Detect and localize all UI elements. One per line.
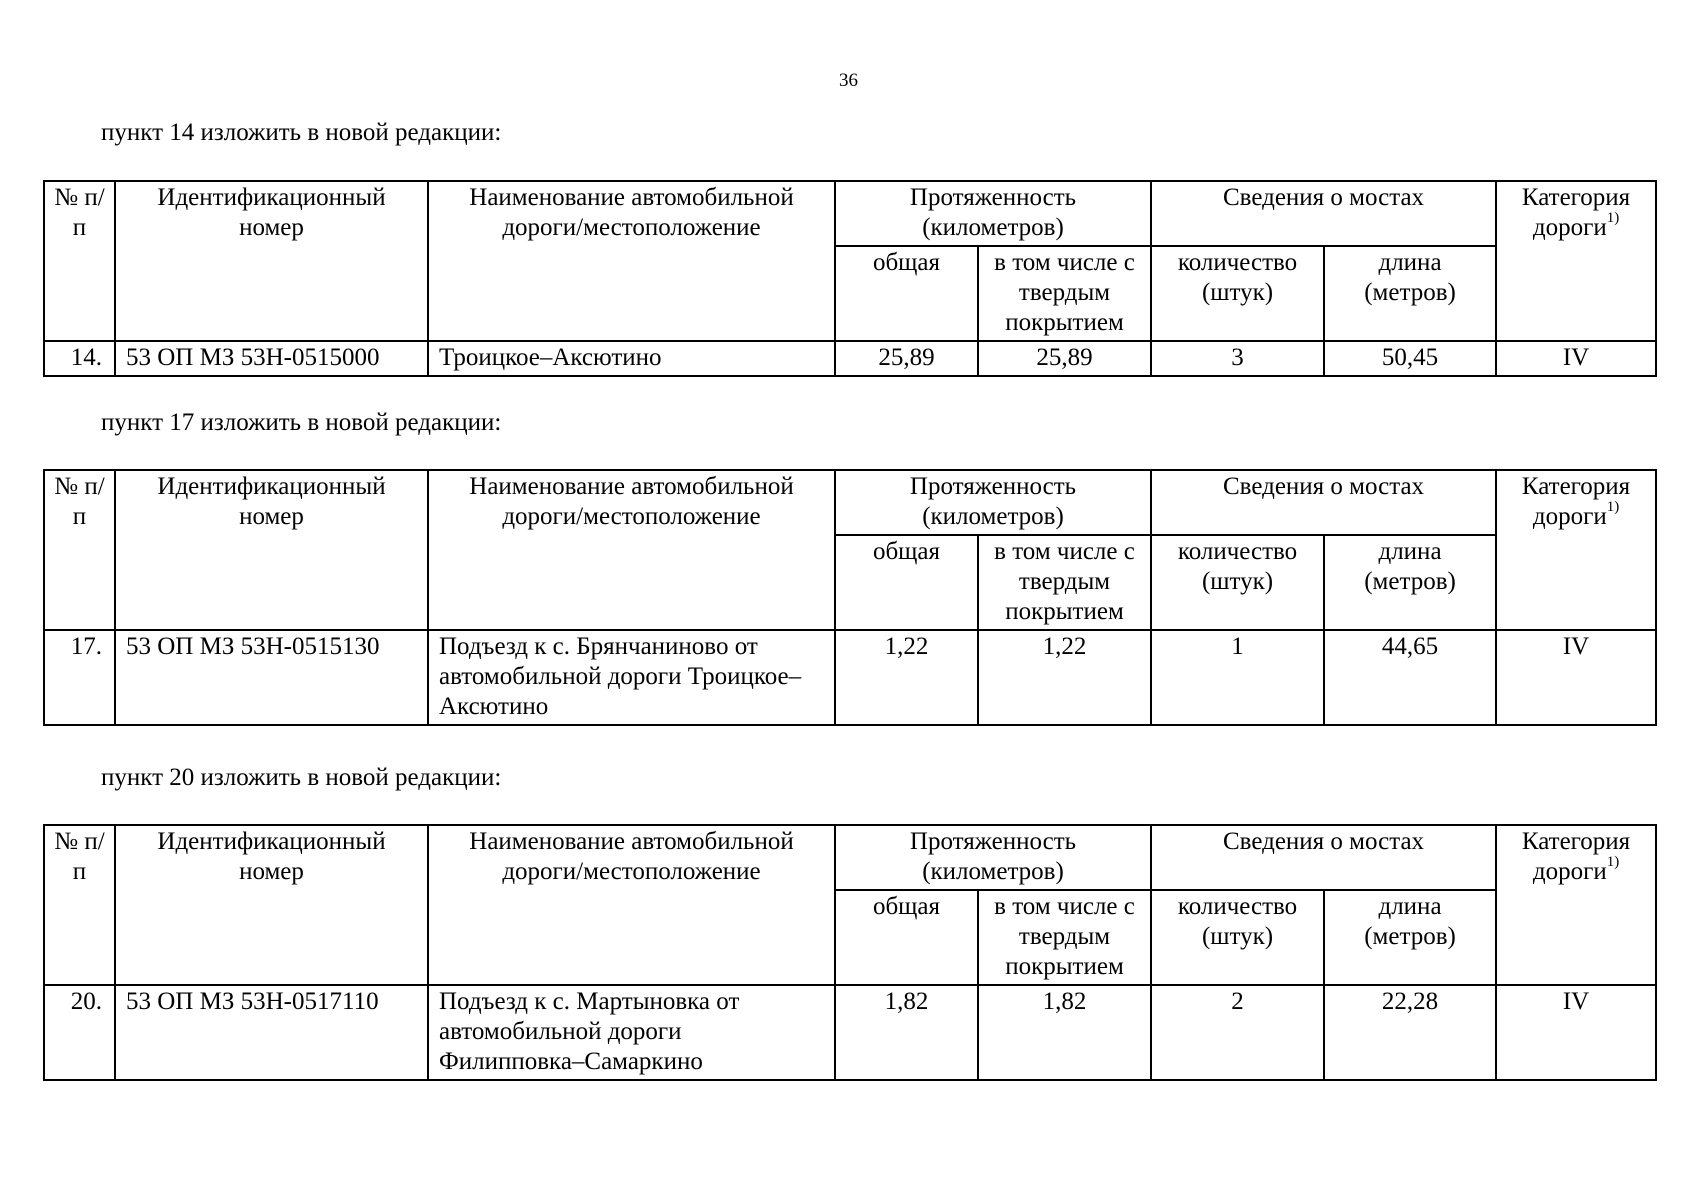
header-name: Наименование автомобильной дороги/местоположение [428,470,835,630]
cell-bridges-length: 50,45 [1324,341,1496,376]
cell-bridges-length: 44,65 [1324,630,1496,725]
header-category: Категория дороги$^{1)}$ [1496,825,1656,985]
header-category: Категория дороги$^{1)}$ [1496,181,1656,341]
cell-category: IV [1496,341,1656,376]
header-bridges-length: длина (метров) [1324,890,1496,985]
header-length-total: общая [835,246,978,341]
cell-length-hard: 1,82 [978,985,1151,1080]
header-length-hard: в том числе с твердым покрытием [978,535,1151,630]
cell-length-hard: 1,22 [978,630,1151,725]
cell-num: 17. [44,630,115,725]
header-length-group: Протяженность (километров) [835,825,1151,890]
cell-category: IV [1496,630,1656,725]
header-category: Категория дороги$^{1)}$ [1496,470,1656,630]
cell-bridges-length: 22,28 [1324,985,1496,1080]
header-num: № п/п [44,825,115,985]
header-length-group: Протяженность (километров) [835,470,1151,535]
cell-length-total: 25,89 [835,341,978,376]
section-intro-17: пункт 17 изложить в новой редакции: [101,409,502,436]
header-bridges-length: длина (метров) [1324,535,1496,630]
header-num: № п/п [44,181,115,341]
header-length-total: общая [835,535,978,630]
header-length-total: общая [835,890,978,985]
page-number: 36 [839,70,858,91]
cell-id: 53 ОП МЗ 53Н-0517110 [115,985,428,1080]
cell-num: 14. [44,341,115,376]
header-length-hard: в том числе с твердым покрытием [978,246,1151,341]
header-bridges-group: Сведения о мостах [1151,181,1496,246]
header-bridges-count: количество (штук) [1151,535,1324,630]
header-id: Идентификационный номер [115,181,428,341]
header-length-hard: в том числе с твердым покрытием [978,890,1151,985]
section-intro-14: пункт 14 изложить в новой редакции: [101,119,502,146]
cell-name: Подъезд к с. Мартыновка от автомобильной дороги Филипповка–Самаркино [428,985,835,1080]
table-row [44,630,1656,725]
header-num: № п/п [44,470,115,630]
cell-category: IV [1496,985,1656,1080]
header-name: Наименование автомобильной дороги/местоположение [428,181,835,341]
header-bridges-length: длина (метров) [1324,246,1496,341]
cell-length-total: 1,22 [835,630,978,725]
cell-name: Подъезд к с. Брянчаниново от автомобильной дороги Троицкое–Аксютино [428,630,835,725]
road-table-17 [43,469,1657,726]
header-name: Наименование автомобильной дороги/местоположение [428,825,835,985]
cell-bridges-count: 1 [1151,630,1324,725]
table-row [44,985,1656,1080]
header-bridges-group: Сведения о мостах [1151,825,1496,890]
cell-bridges-count: 3 [1151,341,1324,376]
cell-id: 53 ОП МЗ 53Н-0515130 [115,630,428,725]
cell-id: 53 ОП МЗ 53Н-0515000 [115,341,428,376]
header-id: Идентификационный номер [115,470,428,630]
header-bridges-count: количество (штук) [1151,890,1324,985]
cell-num: 20. [44,985,115,1080]
header-bridges-group: Сведения о мостах [1151,470,1496,535]
cell-length-hard: 25,89 [978,341,1151,376]
header-bridges-count: количество (штук) [1151,246,1324,341]
section-intro-20: пункт 20 изложить в новой редакции: [101,764,502,791]
cell-bridges-count: 2 [1151,985,1324,1080]
road-table-20 [43,824,1657,1081]
table-row [44,341,1656,376]
cell-length-total: 1,82 [835,985,978,1080]
header-length-group: Протяженность (километров) [835,181,1151,246]
road-table-14 [43,180,1657,377]
header-id: Идентификационный номер [115,825,428,985]
cell-name: Троицкое–Аксютино [428,341,835,376]
